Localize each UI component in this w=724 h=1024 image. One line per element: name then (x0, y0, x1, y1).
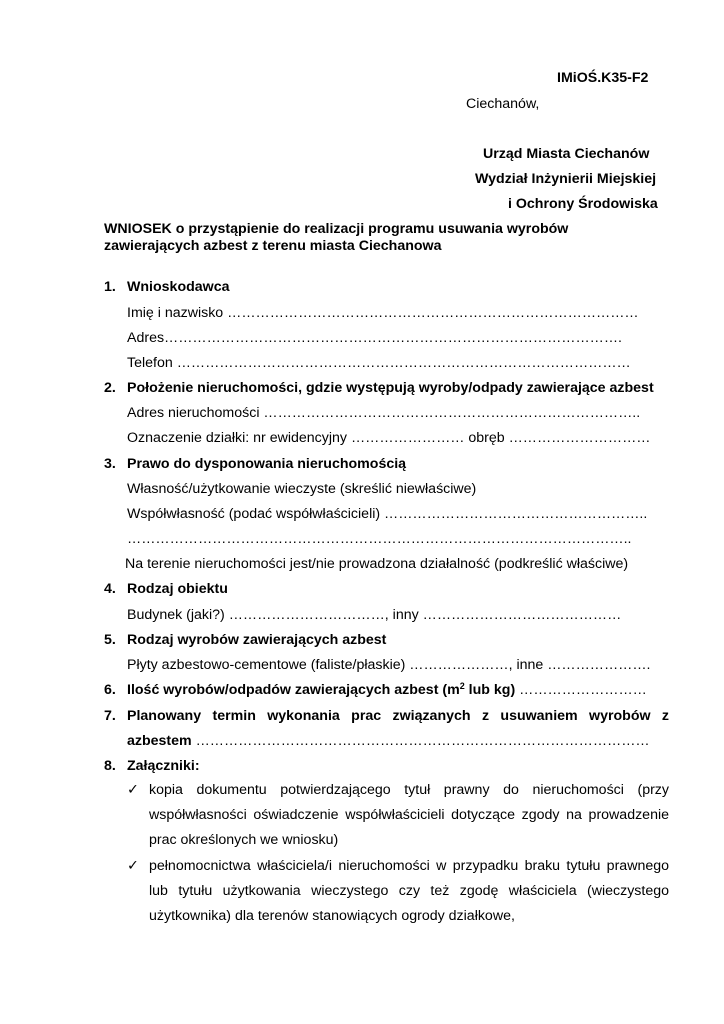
section-6-number: 6. (104, 682, 116, 698)
title-rest: o przystąpienie do realizacji programu usuwania wyrobów (171, 221, 569, 237)
planned-date-dots: …………………………………………………………………………………… (191, 733, 650, 749)
addressee-line-2: Wydział Inżynierii Miejskiej (475, 171, 657, 187)
section-2-number: 2. (104, 380, 116, 396)
attachment-1-line-1: kopia dokumentu potwierdzającego tytuł prawny do nieruchomości (przy (149, 782, 669, 798)
coownership-field[interactable]: Współwłasność (podać współwłaścicieli) ……………………………………………….. (127, 506, 648, 522)
ownership-option[interactable]: Własność/użytkowanie wieczyste (skreślić niewłaściwe) (127, 481, 477, 497)
attachment-2-line-1: pełnomocnictwa właściciela/i nieruchomości w przypadku braku tytułu prawnego (149, 858, 669, 874)
name-field[interactable]: Imię i nazwisko …………………………………………………………………………… (127, 305, 639, 321)
section-7-number: 7. (104, 708, 116, 724)
attachment-1-line-2: współwłasności oświadczenie współwłaścicieli dotyczące zgody na prowadzenie (149, 807, 669, 823)
business-activity-option[interactable]: Na terenie nieruchomości jest/nie prowadzona działalność (podkreślić właściwe) (125, 556, 629, 572)
section-3-number: 3. (104, 456, 116, 472)
section-3-heading: Prawo do dysponowania nieruchomością (127, 456, 407, 472)
word: prac (351, 708, 382, 724)
check-icon: ✓ (127, 782, 139, 798)
addressee-line-1: Urząd Miasta Ciechanów (483, 146, 650, 162)
property-address-field[interactable]: Adres nieruchomości …………………………………………………………………….. (127, 405, 641, 421)
phone-field[interactable]: Telefon …………………………………………………………………………………… (127, 355, 631, 371)
section-5-heading: Rodzaj wyrobów zawierających azbest (127, 632, 387, 648)
section-7-heading-line-2: azbestem (127, 733, 192, 749)
word: wyrobów (589, 708, 651, 724)
section-6-heading-part-1: Ilość wyrobów/odpadów zawierających azbest (m (127, 682, 460, 698)
word: z (481, 708, 490, 724)
coownership-continuation-field[interactable]: …………………………………………………………………………………………….. (127, 531, 632, 547)
addressee-line-3: i Ochrony Środowiska (508, 196, 658, 212)
form-code: IMiOŚ.K35-F2 (557, 70, 649, 86)
section-2-heading: Położenie nieruchomości, gdzie występują wyroby/odpady zawierające azbest (127, 380, 654, 396)
section-1-number: 1. (104, 279, 116, 295)
word: związanych (392, 708, 471, 724)
word: usuwaniem (500, 708, 578, 724)
building-type-field[interactable]: Budynek (jaki?) ……………………………, inny …………………………………… (127, 607, 622, 623)
document-title (104, 221, 568, 237)
quantity-field[interactable] (127, 682, 668, 698)
asbestos-plates-field[interactable]: Płyty azbestowo-cementowe (faliste/płaskie) …………………, inne …………………. (127, 657, 651, 673)
document-title-line-2: zawierających azbest z terenu miasta Ciechanowa (104, 238, 442, 254)
word: Planowany (127, 708, 202, 724)
section-4-number: 4. (104, 581, 116, 597)
section-6-heading-part-2: lub kg) (464, 682, 516, 698)
attachment-2-line-2: lub tytułu użytkowania wieczystego czy też zgodę właściciela (wieczystego (149, 883, 669, 899)
section-1-heading: Wnioskodawca (127, 279, 230, 295)
attachment-1-line-3: prac określonych we wniosku) (149, 832, 339, 848)
word: z (661, 708, 669, 724)
quantity-dots: ……………………… (515, 682, 647, 698)
place-date: Ciechanów, (466, 96, 540, 112)
planned-date-field[interactable] (127, 733, 668, 749)
word: termin (212, 708, 256, 724)
section-4-heading: Rodzaj obiektu (127, 581, 228, 597)
word: wykonania (267, 708, 340, 724)
section-8-heading: Załączniki: (127, 758, 200, 774)
attachment-2-line-3: użytkownika) dla terenów stanowiących ogrody działkowe, (149, 908, 515, 924)
title-keyword: WNIOSEK (104, 221, 172, 237)
section-7-heading-line-1 (127, 708, 669, 724)
square-superscript: 2 (459, 682, 465, 691)
section-8-number: 8. (104, 758, 116, 774)
plot-number-field[interactable]: Oznaczenie działki: nr ewidencyjny …………………… obręb ………………………… (127, 430, 651, 446)
address-field[interactable]: Adres……………………………………………………………………………………. (127, 330, 623, 346)
check-icon: ✓ (127, 858, 139, 874)
section-5-number: 5. (104, 632, 116, 648)
